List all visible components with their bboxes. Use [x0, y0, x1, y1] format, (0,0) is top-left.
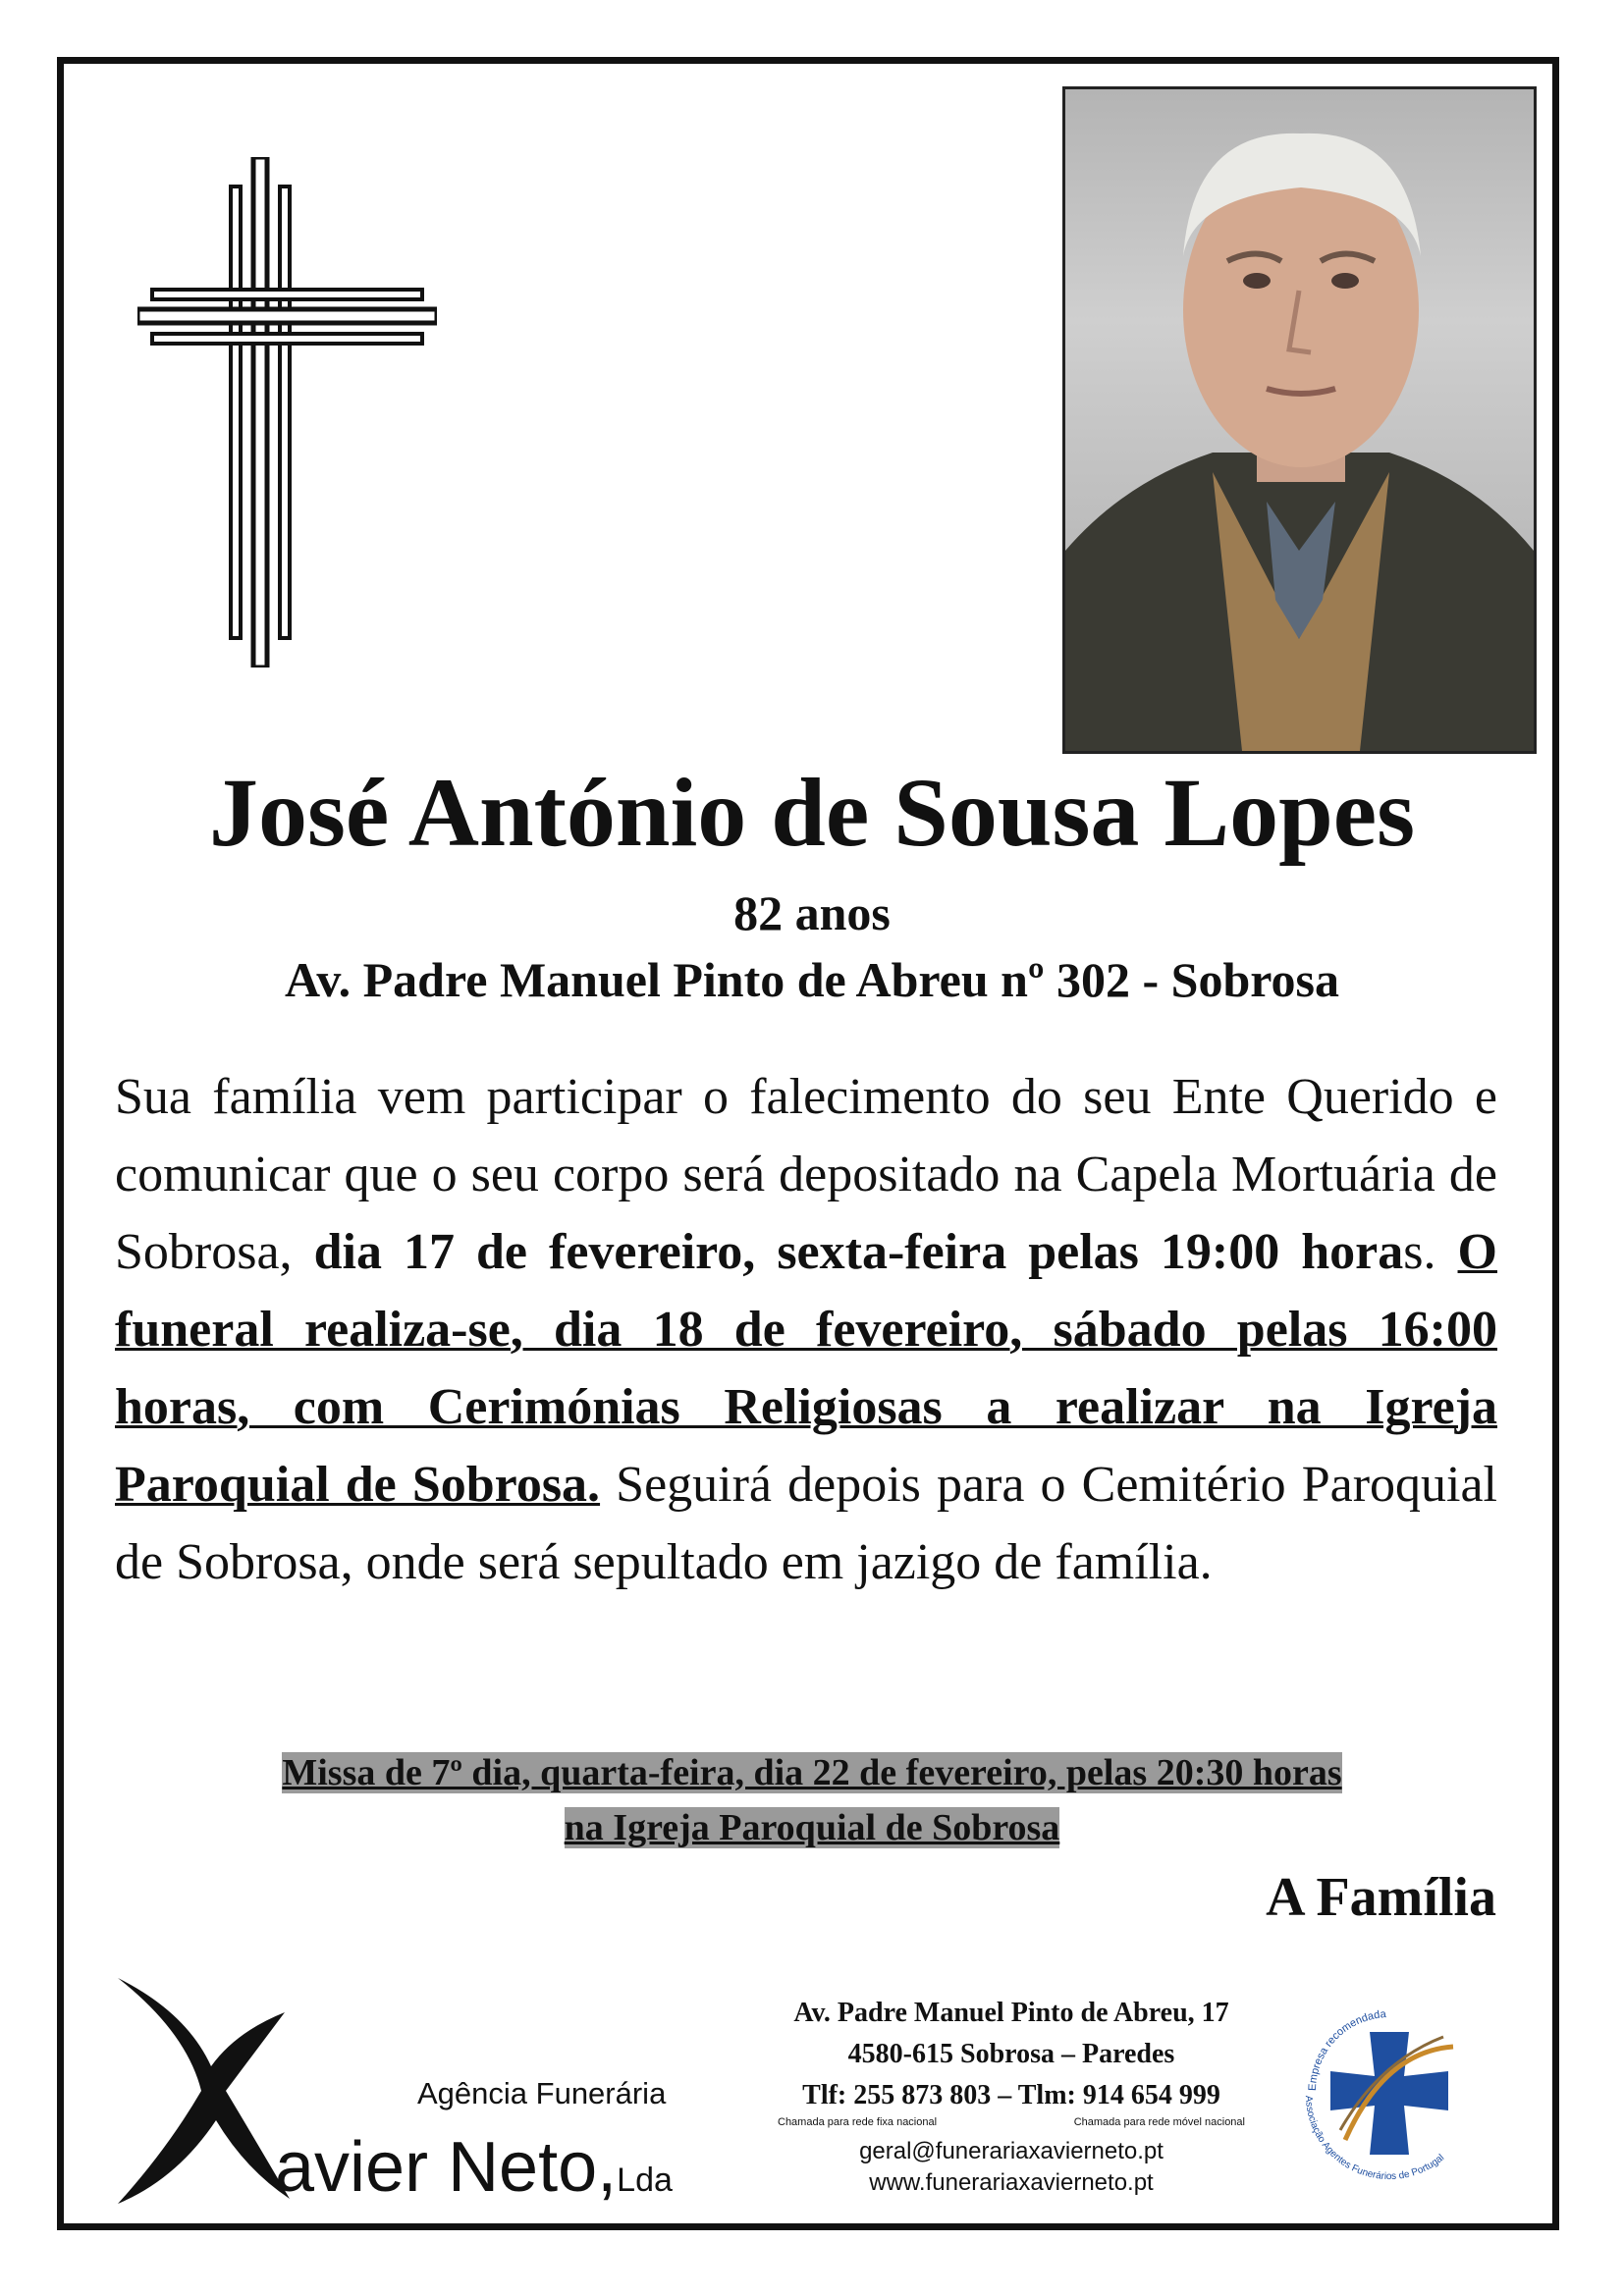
portrait-photo	[1062, 86, 1537, 754]
cross-icon	[137, 157, 437, 667]
deceased-address: Av. Padre Manuel Pinto de Abreu nº 302 - Sobrosa	[284, 952, 1340, 1007]
deceased-name: José António de Sousa Lopes	[208, 758, 1416, 867]
agency-name	[275, 2128, 673, 2219]
agency-address-1: Av. Padre Manuel Pinto de Abreu, 17	[793, 1998, 1229, 2028]
agency-phones: Tlf: 255 873 803 – Tlm: 914 654 999	[802, 2080, 1220, 2110]
seal-bottom-text: Associação Agentes Funerários de Portugal	[1302, 2095, 1447, 2183]
agency-name-text: avier Neto,	[275, 2128, 618, 2207]
funeral-details: O funeral realiza-se, dia 18 de fevereiro, sábado pelas 16:00 horas, com Cerimónias Religiosas a realizar na Igreja Paroquial de Sobrosa.	[115, 1224, 1497, 1513]
seal-top-text: Empresa recomendada	[1306, 2008, 1387, 2092]
agency-suffix: Lda	[617, 2162, 673, 2199]
association-seal-icon	[1286, 1993, 1492, 2189]
signature: A Família	[1266, 1867, 1496, 1928]
announcement-text	[115, 1058, 1497, 1601]
phone-note-mobile: Chamada para rede móvel nacional	[1073, 2116, 1245, 2128]
agency-contact	[756, 1993, 1267, 2199]
announcement-part: Seguirá depois para o Cemitério Paroquial de Sobrosa, onde será sepultado em jazigo de família.	[115, 1457, 1497, 1590]
phone-note-fixed: Chamada para rede fixa nacional	[778, 2116, 938, 2128]
deceased-age: 82 anos	[733, 885, 891, 940]
agency-email[interactable]: geral@funerariaxavierneto.pt	[859, 2138, 1164, 2164]
agency-x-logo-icon	[108, 1973, 295, 2209]
mass-line-2: na Igreja Paroquial de Sobrosa	[564, 1807, 1060, 1848]
viewing-datetime: dia 17 de fevereiro, sexta-feira pelas 19:00 hora	[313, 1224, 1404, 1280]
mass-notice	[0, 1745, 1624, 1855]
announcement-part: s.	[1403, 1224, 1458, 1280]
agency-website[interactable]: www.funerariaxavierneto.pt	[869, 2169, 1154, 2196]
mass-line-1: Missa de 7º dia, quarta-feira, dia 22 de fevereiro, pelas 20:30 horas	[282, 1752, 1342, 1793]
agency-label: Agência Funerária	[417, 2076, 667, 2110]
announcement-part: Sua família vem participar o falecimento do seu Ente Querido e comunicar que o seu corpo será depositado na Capela Mortuária de Sobrosa,	[115, 1069, 1497, 1280]
agency-address-2: 4580-615 Sobrosa – Paredes	[847, 2039, 1175, 2069]
